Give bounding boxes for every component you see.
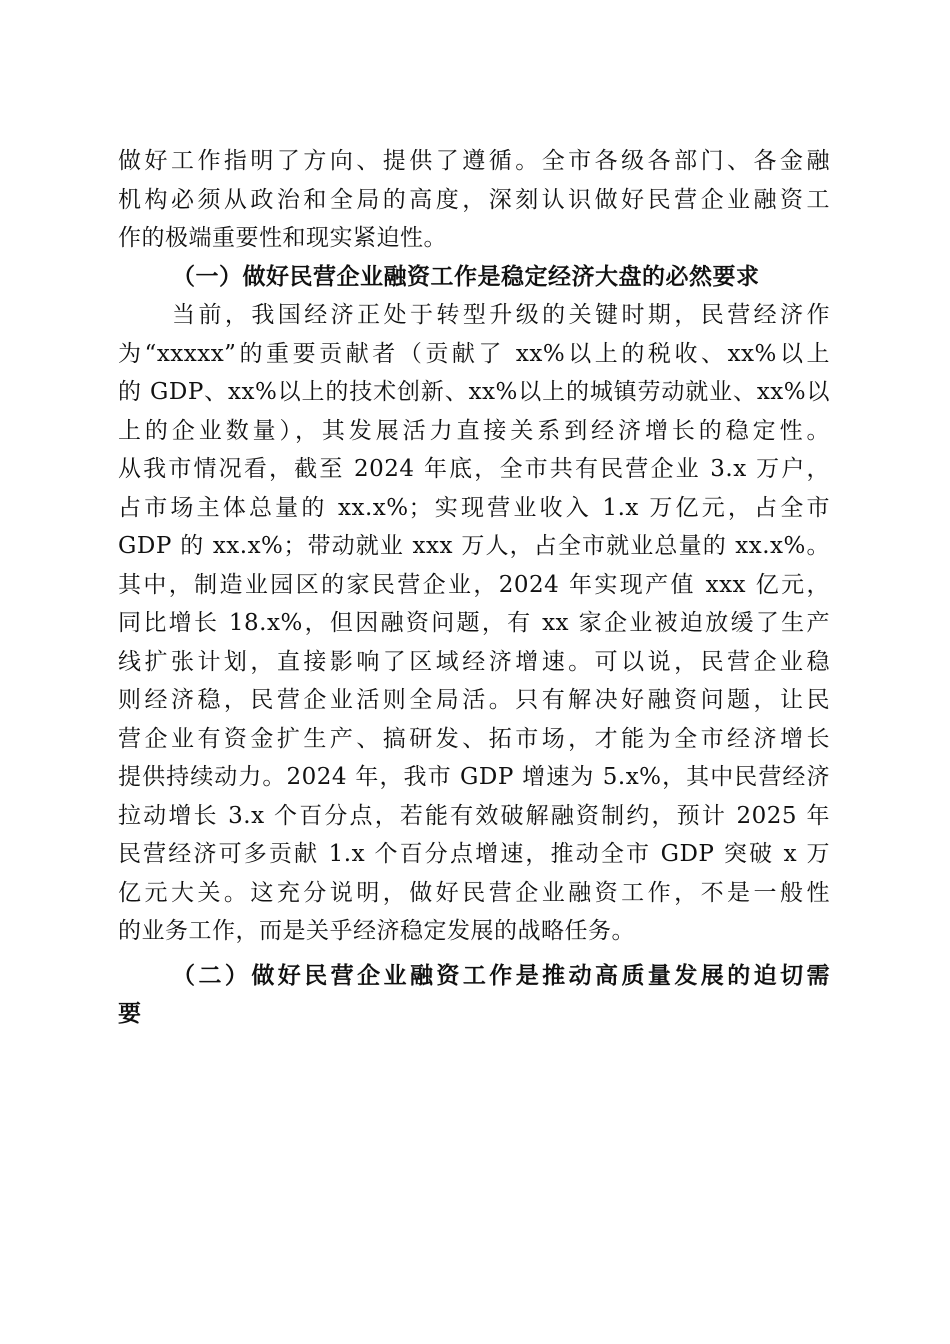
- text-line: 其中，制造业园区的家民营企业，2024 年实现产值 xxx 亿元，: [118, 571, 830, 598]
- text-line: 做好工作指明了方向、提供了遵循。全市各级各部门、各金融: [118, 148, 830, 174]
- text-line: 亿元大关。这充分说明，做好民营企业融资工作，不是一般性: [118, 879, 830, 906]
- section-heading-2: [118, 957, 830, 1034]
- text-line: 同比增长 18.x%，但因融资问题，有 xx 家企业被迫放缓了生产: [118, 610, 830, 636]
- text-line: 机构必须从政治和全局的高度，深刻认识做好民营企业融资工: [118, 186, 830, 213]
- text-line: 的 GDP、xx%以上的技术创新、xx%以上的城镇劳动就业、xx%以: [118, 379, 830, 405]
- text-line: 作的极端重要性和现实紧迫性。: [118, 225, 447, 251]
- text-line: 民营经济可多贡献 1.x 个百分点增速，推动全市 GDP 突破 x 万: [118, 841, 830, 867]
- text-line: 拉动增长 3.x 个百分点，若能有效破解融资制约，预计 2025 年: [118, 802, 830, 829]
- text-line: 当前，我国经济正处于转型升级的关键时期，民营经济作: [172, 302, 830, 328]
- text-line: 占市场主体总量的 xx.x%；实现营业收入 1.x 万亿元，占全市: [118, 494, 830, 521]
- text-line: 提供持续动力。2024 年，我市 GDP 增速为 5.x%，其中民营经济: [118, 764, 830, 790]
- text-line: 为“xxxxx”的重要贡献者（贡献了 xx%以上的税收、xx%以上: [118, 340, 830, 367]
- text-line: 的业务工作，而是关乎经济稳定发展的战略任务。: [118, 918, 635, 944]
- text-line: 从我市情况看，截至 2024 年底，全市共有民营企业 3.x 万户，: [118, 456, 830, 482]
- heading-line: （二）做好民营企业融资工作是推动高质量发展的迫切需: [172, 961, 830, 989]
- paragraph-intro: [118, 142, 830, 258]
- document-page: [118, 142, 830, 1034]
- section-heading-1: [118, 258, 830, 297]
- heading-line: （一）做好民营企业融资工作是稳定经济大盘的必然要求: [172, 262, 760, 290]
- text-line: 线扩张计划，直接影响了区域经济增速。可以说，民营企业稳: [118, 648, 830, 675]
- text-line: 上的企业数量），其发展活力直接关系到经济增长的稳定性。: [118, 417, 830, 444]
- paragraph-economy: [118, 296, 830, 951]
- text-line: GDP 的 xx.x%；带动就业 xxx 万人，占全市就业总量的 xx.x%。: [118, 533, 830, 559]
- text-line: 营企业有资金扩生产、搞研发、拓市场，才能为全市经济增长: [118, 725, 830, 752]
- heading-line: 要: [118, 1000, 142, 1027]
- text-line: 则经济稳，民营企业活则全局活。只有解决好融资问题，让民: [118, 687, 830, 713]
